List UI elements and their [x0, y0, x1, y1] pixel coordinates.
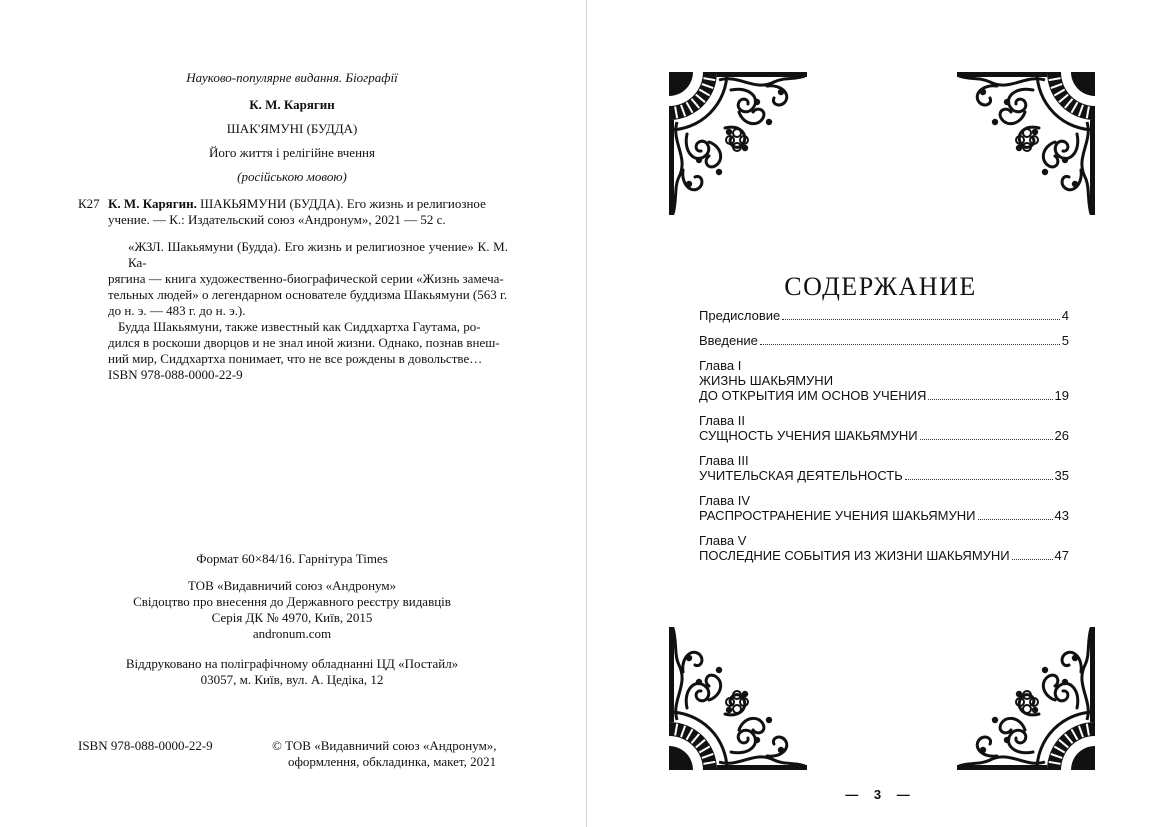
toc-entry-title: ПОСЛЕДНИЕ СОБЫТИЯ ИЗ ЖИЗНИ ШАКЬЯМУНИ	[699, 548, 1010, 563]
toc-chapter-label: Глава III	[699, 453, 749, 468]
annotation-line: до н. э. — 483 г. до н. э.).	[108, 303, 246, 318]
toc-title: СОДЕРЖАНИЕ	[784, 272, 977, 301]
toc-entry[interactable]	[699, 308, 1069, 323]
toc-entry[interactable]	[699, 453, 1069, 483]
toc-page-number: 26	[1054, 428, 1069, 443]
toc-dot-leader	[978, 518, 1053, 520]
annotation	[108, 239, 508, 367]
isbn-bottom: ISBN 978-088-0000-22-9	[78, 738, 213, 753]
toc-entry-title: РАСПРОСТРАНЕНИЕ УЧЕНИЯ ШАКЬЯМУНИ	[699, 508, 976, 523]
toc-page-number: 35	[1054, 468, 1069, 483]
toc-entry[interactable]	[699, 493, 1069, 523]
toc-chapter-label: Глава I	[699, 358, 742, 373]
publisher-line: Серія ДК № 4970, Київ, 2015	[211, 610, 373, 625]
corner-ornament-icon	[955, 72, 1095, 217]
publisher-line: Свідоцтво про внесення до Державного реєстру видавців	[133, 594, 451, 609]
toc-entry-title: ДО ОТКРЫТИЯ ИМ ОСНОВ УЧЕНИЯ	[699, 388, 927, 403]
toc-entry[interactable]	[699, 333, 1069, 348]
annotation-line: «ЖЗЛ. Шакьямуни (Будда). Его жизнь и религиозное учение» К. М. Ка-	[128, 239, 508, 270]
isbn-block: ISBN 978-088-0000-22-9	[108, 367, 243, 382]
page-number: — 3 —	[845, 787, 916, 802]
annotation-line: Будда Шакьямуни, также известный как Сиддхартха Гаутама, ро-	[118, 319, 481, 334]
toc-page-number: 47	[1054, 548, 1069, 563]
toc-entry-title: Введение	[699, 333, 758, 348]
copyright-line: © ТОВ «Видавничий союз «Андронум»,	[272, 738, 497, 753]
publisher-link: andronum.com	[252, 626, 332, 641]
toc-entry-title: ЖИЗНЬ ШАКЬЯМУНИ	[699, 373, 834, 388]
toc-entry-title: УЧИТЕЛЬСКАЯ ДЕЯТЕЛЬНОСТЬ	[699, 468, 903, 483]
book-title: ШАК'ЯМУНІ (БУДДА)	[226, 121, 358, 136]
toc-entry[interactable]	[699, 533, 1069, 563]
publisher-block	[78, 578, 506, 642]
annotation-line: рягина — книга художественно-биографической серии «Жизнь замеча-	[108, 271, 504, 286]
catalog-line-2: учение. — К.: Издательский союз «Андронум», 2021 — 52 с.	[108, 212, 446, 227]
toc-page-number: 5	[1061, 333, 1069, 348]
toc-dot-leader	[928, 398, 1052, 400]
toc-page-number: 4	[1061, 308, 1069, 323]
toc-entry[interactable]	[699, 413, 1069, 443]
annotation-line: тельных людей» о легендарном основателе буддизма Шакьямуни (563 г.	[108, 287, 508, 302]
toc-page-number: 43	[1054, 508, 1069, 523]
printer-block	[78, 656, 506, 688]
toc-chapter-label: Глава II	[699, 413, 745, 428]
contents-page	[587, 0, 1174, 827]
publisher-line: ТОВ «Видавничий союз «Андронум»	[187, 578, 397, 593]
catalog-code: К27	[78, 196, 100, 211]
language-note: (російською мовою)	[237, 169, 347, 184]
corner-ornament-icon	[669, 72, 809, 217]
catalog-entry	[78, 196, 518, 228]
toc-entry[interactable]	[699, 358, 1069, 403]
printer-line: Віддруковано на поліграфічному обладнанні ЦД «Постайл»	[125, 656, 459, 671]
toc-entry-title: Предисловие	[699, 308, 781, 323]
toc-chapter-label: Глава V	[699, 533, 747, 548]
copyright-block	[272, 738, 497, 770]
author-line: К. М. Карягин	[249, 97, 335, 112]
annotation-line: ний мир, Сиддхартха понимает, что не все рождены в довольстве…	[108, 351, 483, 366]
toc-dot-leader	[905, 478, 1053, 480]
table-of-contents	[699, 308, 1069, 563]
corner-ornament-icon	[669, 625, 809, 770]
toc-dot-leader	[920, 438, 1053, 440]
toc-page-number: 19	[1054, 388, 1069, 403]
toc-dot-leader	[1012, 558, 1053, 560]
catalog-author: К. М. Карягин.	[108, 196, 197, 211]
toc-dot-leader	[782, 318, 1060, 320]
genre-line: Науково-популярне видання. Біографії	[186, 70, 398, 85]
annotation-line: дился в роскоши дворцов и не знал иной жизни. Однако, познав внеш-	[108, 335, 500, 350]
copyright-line: оформлення, обкладинка, макет, 2021	[288, 754, 497, 769]
corner-ornament-icon	[955, 625, 1095, 770]
book-subtitle: Його життя і релігійне вчення	[209, 145, 375, 160]
format-line: Формат 60×84/16. Гарнітура Times	[196, 551, 388, 566]
printer-line: 03057, м. Київ, вул. А. Цедіка, 12	[200, 672, 384, 687]
toc-entry-title: СУЩНОСТЬ УЧЕНИЯ ШАКЬЯМУНИ	[699, 428, 918, 443]
toc-dot-leader	[760, 343, 1060, 345]
catalog-line-1: ШАКЬЯМУНИ (БУДДА). Его жизнь и религиозное	[196, 196, 486, 211]
toc-chapter-label: Глава IV	[699, 493, 751, 508]
